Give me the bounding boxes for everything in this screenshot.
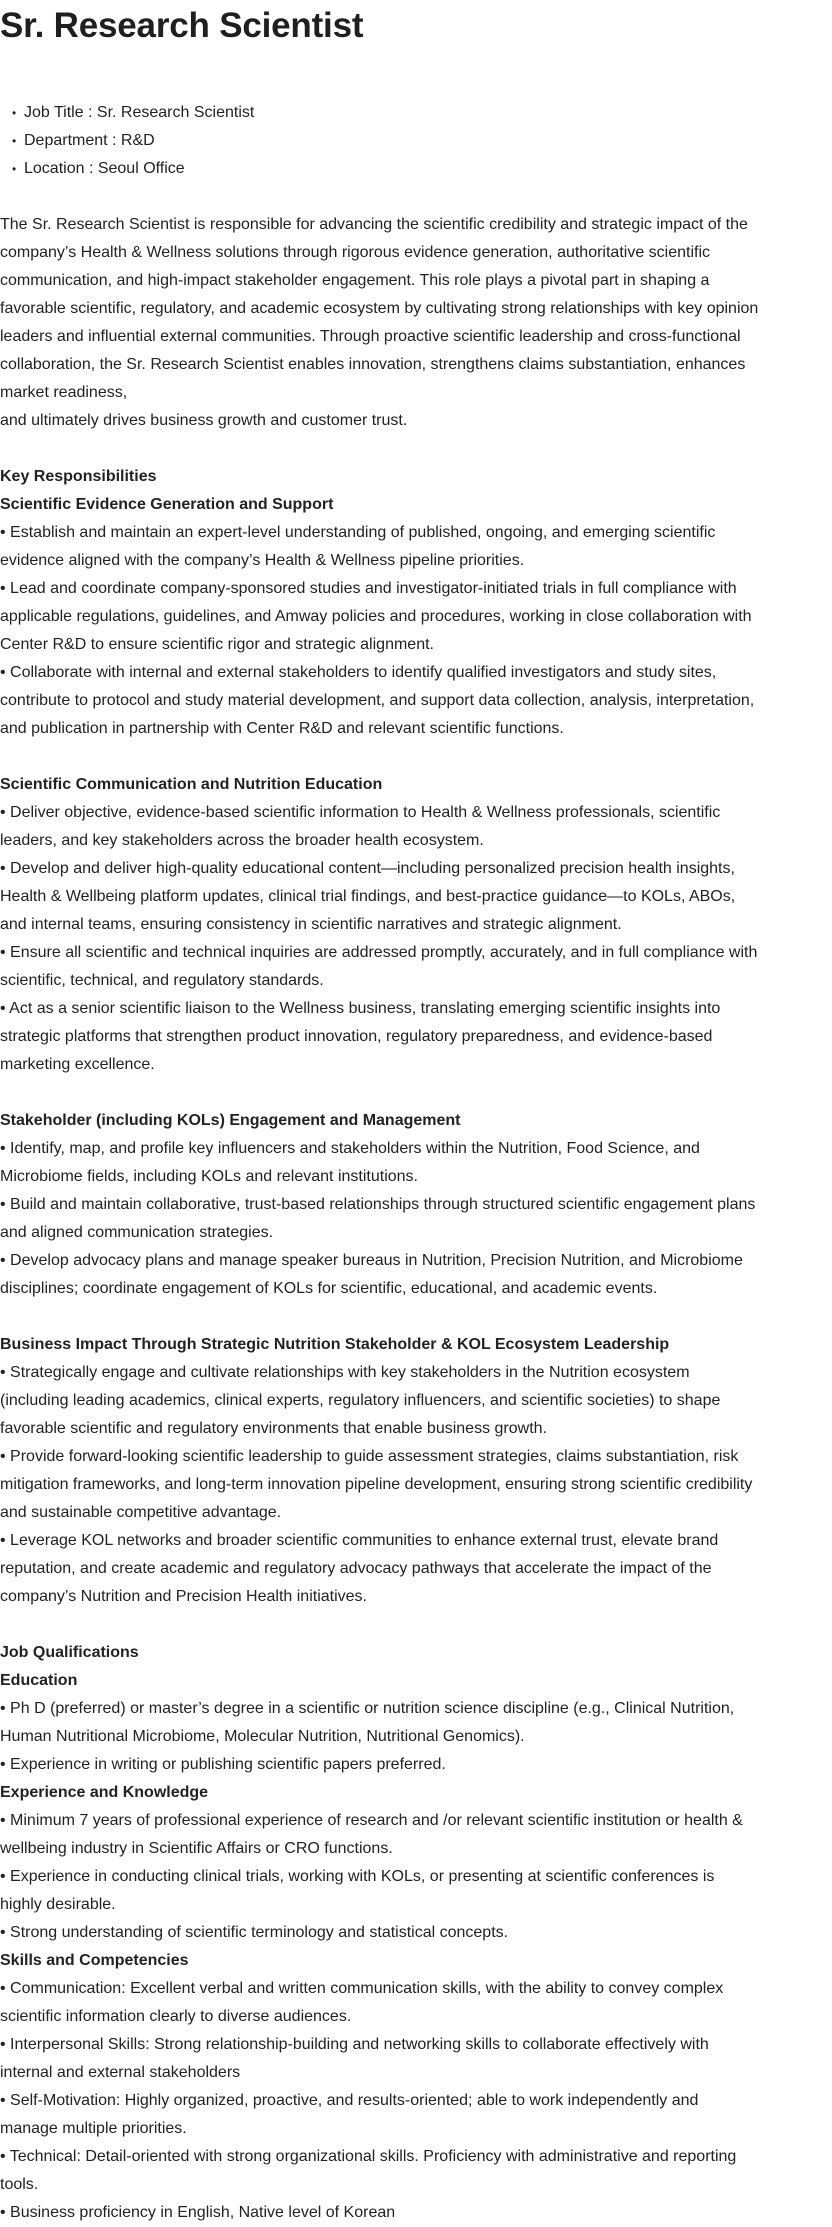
list-item: • Develop and deliver high-quality educational content—including personalized precision health insights, Health & Wellbeing platform updates, clinical trial findings, and best-practice guidance—to KOLs, ABOs, and internal teams, ensuring consistency in scientific narratives and strategic alignment. [0, 860, 736, 933]
subsection-heading: Scientific Communication and Nutrition Education [0, 776, 383, 793]
list-item: • Deliver objective, evidence-based scientific information to Health & Wellness professionals, scientific leaders, and key stakeholders across the broader health ecosystem. [0, 804, 721, 849]
section-heading: Key Responsibilities [0, 468, 157, 485]
job-qualifications-section [0, 1639, 760, 2227]
meta-job-title: • Job Title : Sr. Research Scientist [12, 99, 760, 127]
spacer [0, 1079, 760, 1107]
list-item: • Establish and maintain an expert-level understanding of published, ongoing, and emerging scientific evidence aligned with the company’s Health & Wellness pipeline priorities. [0, 524, 716, 569]
list-item: • Interpersonal Skills: Strong relationship-building and networking skills to collaborate effectively with internal and external stakeholders [0, 2036, 709, 2081]
list-item: • Minimum 7 years of professional experience of research and /or relevant scientific institution or health & wellbeing industry in Scientific Affairs or CRO functions. [0, 1812, 743, 1857]
intro-text-closing: and ultimately drives business growth and customer trust. [0, 412, 408, 429]
list-item: • Technical: Detail-oriented with strong organizational skills. Proficiency with administrative and reporting tools. [0, 2148, 737, 2193]
list-item: • Communication: Excellent verbal and written communication skills, with the ability to convey complex scientific information clearly to diverse audiences. [0, 1980, 724, 2025]
list-item: • Collaborate with internal and external stakeholders to identify qualified investigators and study sites, contribute to protocol and study material development, and support data collection, analysis, interpretation, and publication in partnership with Center R&D and relevant scientific functions. [0, 664, 755, 737]
list-item: • Develop advocacy plans and manage speaker bureaus in Nutrition, Precision Nutrition, and Microbiome disciplines; coordinate engagement of KOLs for scientific, educational, and academic events. [0, 1252, 743, 1297]
page-title: Sr. Research Scientist [0, 6, 364, 45]
subsection-heading: Skills and Competencies [0, 1952, 189, 1969]
spacer [0, 1611, 760, 1639]
subsection-heading: Scientific Evidence Generation and Support [0, 496, 334, 513]
section-heading: Job Qualifications [0, 1644, 139, 1661]
list-item: • Leverage KOL networks and broader scientific communities to enhance external trust, elevate brand reputation, and create academic and regulatory advocacy pathways that accelerate the impact of the company’s Nutrition and Precision Health initiatives. [0, 1532, 719, 1605]
meta-location: • Location : Seoul Office [12, 155, 760, 183]
list-item: • Experience in conducting clinical trials, working with KOLs, or presenting at scientific conferences is highly desirable. [0, 1868, 715, 1913]
list-item: • Strategically engage and cultivate relationships with key stakeholders in the Nutrition ecosystem (including leading academics, clinical experts, regulatory influencers, and scientific societies) to shape favorable scientific and regulatory environments that enable business growth. [0, 1364, 721, 1437]
spacer [0, 743, 760, 771]
spacer [0, 1303, 760, 1331]
list-item: • Build and maintain collaborative, trust-based relationships through structured scientific engagement plans and aligned communication strategies. [0, 1196, 756, 1241]
list-item: • Strong understanding of scientific terminology and statistical concepts. [0, 1924, 509, 1941]
spacer [0, 435, 760, 463]
job-meta-list [0, 99, 760, 183]
list-item: • Self-Motivation: Highly organized, proactive, and results-oriented; able to work independently and manage multiple priorities. [0, 2092, 699, 2137]
list-item: • Business proficiency in English, Native level of Korean [0, 2204, 396, 2221]
list-item: • Identify, map, and profile key influencers and stakeholders within the Nutrition, Food Science, and Microbiome fields, including KOLs and relevant institutions. [0, 1140, 700, 1185]
subsection-heading: Business Impact Through Strategic Nutrition Stakeholder & KOL Ecosystem Leadership [0, 1336, 670, 1353]
intro-paragraph [0, 211, 760, 435]
list-item: • Ph D (preferred) or master’s degree in a scientific or nutrition science discipline (e.g., Clinical Nutrition, Human Nutritional Microbiome, Molecular Nutrition, Nutritional Genomics). [0, 1700, 735, 1745]
list-item: • Experience in writing or publishing scientific papers preferred. [0, 1756, 446, 1773]
list-item: • Act as a senior scientific liaison to the Wellness business, translating emerging scientific insights into strategic platforms that strengthen product innovation, regulatory preparedness, and evidence-based marketing excellence. [0, 1000, 721, 1073]
list-item: • Provide forward-looking scientific leadership to guide assessment strategies, claims substantiation, risk mitigation frameworks, and long-term innovation pipeline development, ensuring strong scientific credibility and sustainable competitive advantage. [0, 1448, 753, 1521]
intro-text: The Sr. Research Scientist is responsible for advancing the scientific credibility and strategic impact of the company’s Health & Wellness solutions through rigorous evidence generation, authoritative scientific communication, and high-impact stakeholder engagement. This role plays a pivotal part in shaping a favorable scientific, regulatory, and academic ecosystem by cultivating strong relationships with key opinion leaders and influential external communities. Through proactive scientific leadership and cross-functional collaboration, the Sr. Research Scientist enables innovation, strengthens claims substantiation, enhances market readiness, [0, 216, 759, 401]
subsection-heading: Experience and Knowledge [0, 1784, 209, 1801]
list-item: • Ensure all scientific and technical inquiries are addressed promptly, accurately, and in full compliance with scientific, technical, and regulatory standards. [0, 944, 758, 989]
key-responsibilities-section [0, 463, 760, 1611]
list-item: • Lead and coordinate company-sponsored studies and investigator-initiated trials in full compliance with applicable regulations, guidelines, and Amway policies and procedures, working in close collaboration with Center R&D to ensure scientific rigor and strategic alignment. [0, 580, 752, 653]
subsection-heading: Stakeholder (including KOLs) Engagement and Management [0, 1112, 461, 1129]
meta-department: • Department : R&D [12, 127, 760, 155]
subsection-heading: Education [0, 1672, 78, 1689]
